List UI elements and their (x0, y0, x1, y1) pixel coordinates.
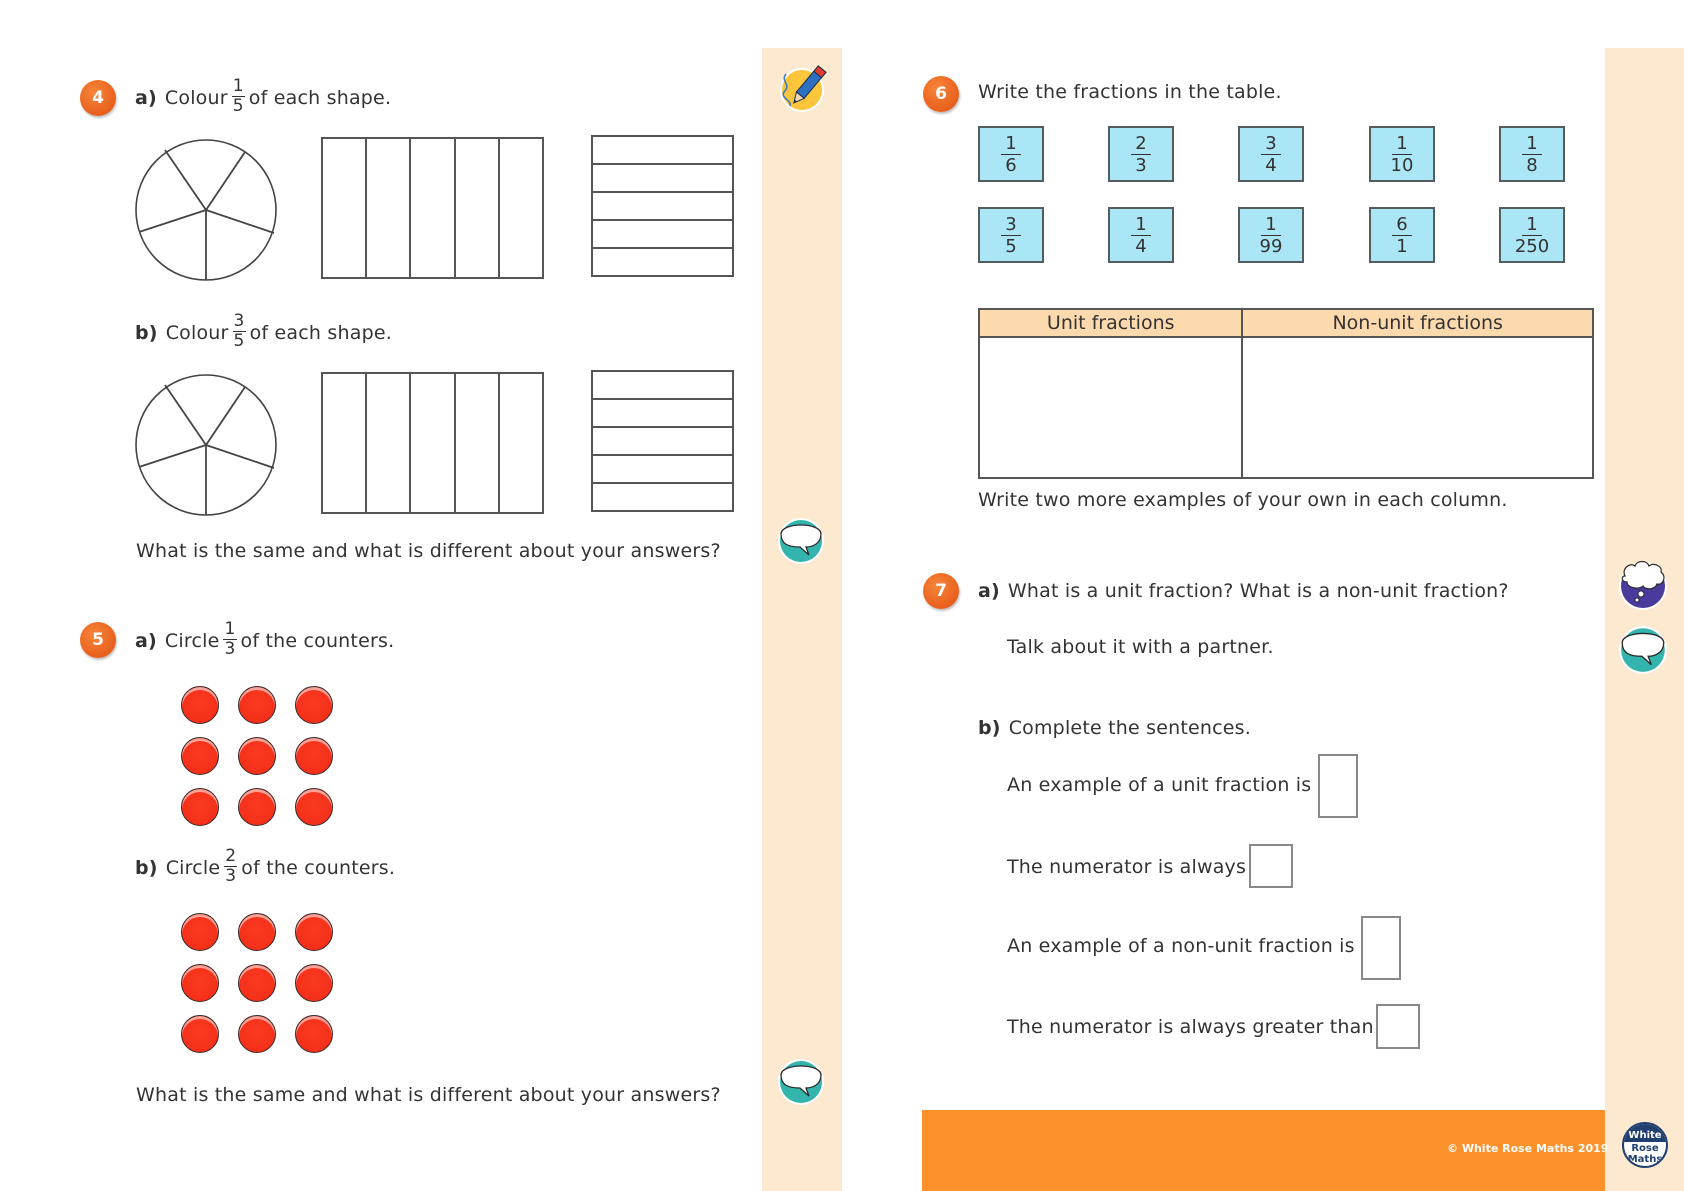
fraction-sort-table (978, 308, 1594, 479)
fraction-card[interactable]: $\frac{1}{250}$ (1499, 207, 1565, 263)
shape-part[interactable] (593, 400, 732, 428)
part-label: a) (135, 87, 157, 109)
white-rose-maths-logo: White Rose Maths (1622, 1122, 1668, 1168)
sentence-numerator-greater-than: The numerator is always greater than (1007, 1016, 1374, 1038)
question-number-badge: 5 (80, 622, 116, 658)
shape-part[interactable] (593, 249, 732, 275)
fraction-cards (978, 126, 1566, 264)
shape-part[interactable] (593, 372, 732, 400)
shape-part[interactable] (593, 484, 732, 510)
pencil-icon (778, 62, 828, 114)
counter[interactable] (295, 788, 333, 826)
unit-fractions-cell[interactable] (979, 337, 1242, 478)
question-number-badge: 6 (923, 76, 959, 112)
q6-followup: Write two more examples of your own in each column. (978, 489, 1508, 511)
table-header-non-unit: Non-unit fractions (1242, 309, 1593, 337)
fraction-card[interactable]: $\frac{1}{10}$ (1369, 126, 1435, 182)
fraction-card[interactable]: $\frac{1}{8}$ (1499, 126, 1565, 182)
rectangle-shape-rows[interactable] (591, 135, 734, 277)
fraction: $\frac{1}{3}$ (224, 619, 236, 659)
question-number-badge: 4 (80, 80, 116, 116)
speech-bubble-icon (776, 1055, 828, 1107)
counter[interactable] (238, 1015, 276, 1053)
speech-bubble-icon (1617, 622, 1671, 676)
shape-part[interactable] (411, 139, 455, 277)
fraction-card[interactable]: $\frac{2}{3}$ (1108, 126, 1174, 182)
counter[interactable] (295, 737, 333, 775)
shape-part[interactable] (456, 139, 500, 277)
shape-part[interactable] (500, 139, 542, 277)
counter[interactable] (238, 737, 276, 775)
counter[interactable] (181, 686, 219, 724)
counter-grid (181, 686, 336, 828)
right-side-strip (1605, 48, 1684, 1191)
fraction: $\frac{3}{5}$ (233, 311, 245, 351)
q4b-instruction: b) Colour $\frac{3}{5}$ of each shape. (135, 311, 392, 351)
fraction-card[interactable]: $\frac{6}{1}$ (1369, 207, 1435, 263)
sentence-unit-example: An example of a unit fraction is (1007, 774, 1312, 796)
counter[interactable] (181, 737, 219, 775)
counter[interactable] (295, 686, 333, 724)
counter[interactable] (181, 1015, 219, 1053)
left-side-strip (762, 48, 842, 1191)
circle-shape-fifths[interactable] (135, 138, 279, 282)
shape-part[interactable] (593, 456, 732, 484)
shape-part[interactable] (323, 139, 367, 277)
q5b-instruction: b) Circle $\frac{2}{3}$ of the counters. (135, 846, 396, 886)
fraction-card[interactable]: $\frac{3}{5}$ (978, 207, 1044, 263)
non-unit-fractions-cell[interactable] (1242, 337, 1593, 478)
answer-box[interactable] (1376, 1004, 1420, 1049)
q7a-question: a) What is a unit fraction? What is a non-unit fraction? (978, 580, 1509, 602)
rectangle-shape-columns[interactable] (321, 372, 544, 514)
shape-part[interactable] (593, 428, 732, 456)
fraction: $\frac{2}{3}$ (225, 846, 237, 886)
fraction-card[interactable]: $\frac{1}{6}$ (978, 126, 1044, 182)
thought-bubble-icon (1617, 558, 1671, 612)
part-label: a) (978, 580, 1000, 602)
copyright-text: © White Rose Maths 2019 (1447, 1142, 1609, 1155)
counter[interactable] (238, 913, 276, 951)
sentence-numerator-always: The numerator is always (1007, 856, 1247, 878)
shape-part[interactable] (500, 374, 542, 512)
shape-part[interactable] (456, 374, 500, 512)
shape-part[interactable] (323, 374, 367, 512)
counter[interactable] (295, 913, 333, 951)
shape-part[interactable] (411, 374, 455, 512)
shape-part[interactable] (593, 221, 732, 249)
counter[interactable] (238, 788, 276, 826)
counter-grid (181, 913, 336, 1055)
shape-part[interactable] (367, 374, 411, 512)
counter[interactable] (238, 964, 276, 1002)
shape-part[interactable] (593, 193, 732, 221)
q4-reflection: What is the same and what is different about your answers? (136, 540, 721, 562)
q7a-prompt: Talk about it with a partner. (1007, 636, 1274, 658)
counter[interactable] (295, 1015, 333, 1053)
rectangle-shape-columns[interactable] (321, 137, 544, 279)
part-label: b) (135, 857, 158, 879)
q4a-instruction: a) Colour $\frac{1}{5}$ of each shape. (135, 76, 392, 116)
counter[interactable] (238, 686, 276, 724)
fraction-card[interactable]: $\frac{1}{99}$ (1238, 207, 1304, 263)
counter[interactable] (181, 964, 219, 1002)
counter[interactable] (181, 788, 219, 826)
part-label: b) (978, 717, 1001, 739)
q7b-instruction: b) Complete the sentences. (978, 717, 1252, 739)
table-header-unit: Unit fractions (979, 309, 1242, 337)
part-label: b) (135, 322, 158, 344)
shape-part[interactable] (367, 139, 411, 277)
speech-bubble-icon (776, 514, 828, 566)
circle-shape-fifths[interactable] (135, 373, 279, 517)
fraction-card[interactable]: $\frac{1}{4}$ (1108, 207, 1174, 263)
q6-instruction: Write the fractions in the table. (978, 81, 1282, 103)
shape-part[interactable] (593, 165, 732, 193)
shape-part[interactable] (593, 137, 732, 165)
counter[interactable] (295, 964, 333, 1002)
answer-box[interactable] (1318, 754, 1358, 818)
fraction-card[interactable]: $\frac{3}{4}$ (1238, 126, 1304, 182)
fraction: $\frac{1}{5}$ (232, 76, 244, 116)
question-number-badge: 7 (923, 573, 959, 609)
rectangle-shape-rows[interactable] (591, 370, 734, 512)
part-label: a) (135, 630, 157, 652)
sentence-non-unit-example: An example of a non-unit fraction is (1007, 935, 1355, 957)
answer-box[interactable] (1249, 844, 1293, 888)
q5a-instruction: a) Circle $\frac{1}{3}$ of the counters. (135, 619, 395, 659)
q5-reflection: What is the same and what is different about your answers? (136, 1084, 721, 1106)
counter[interactable] (181, 913, 219, 951)
answer-box[interactable] (1361, 916, 1401, 980)
